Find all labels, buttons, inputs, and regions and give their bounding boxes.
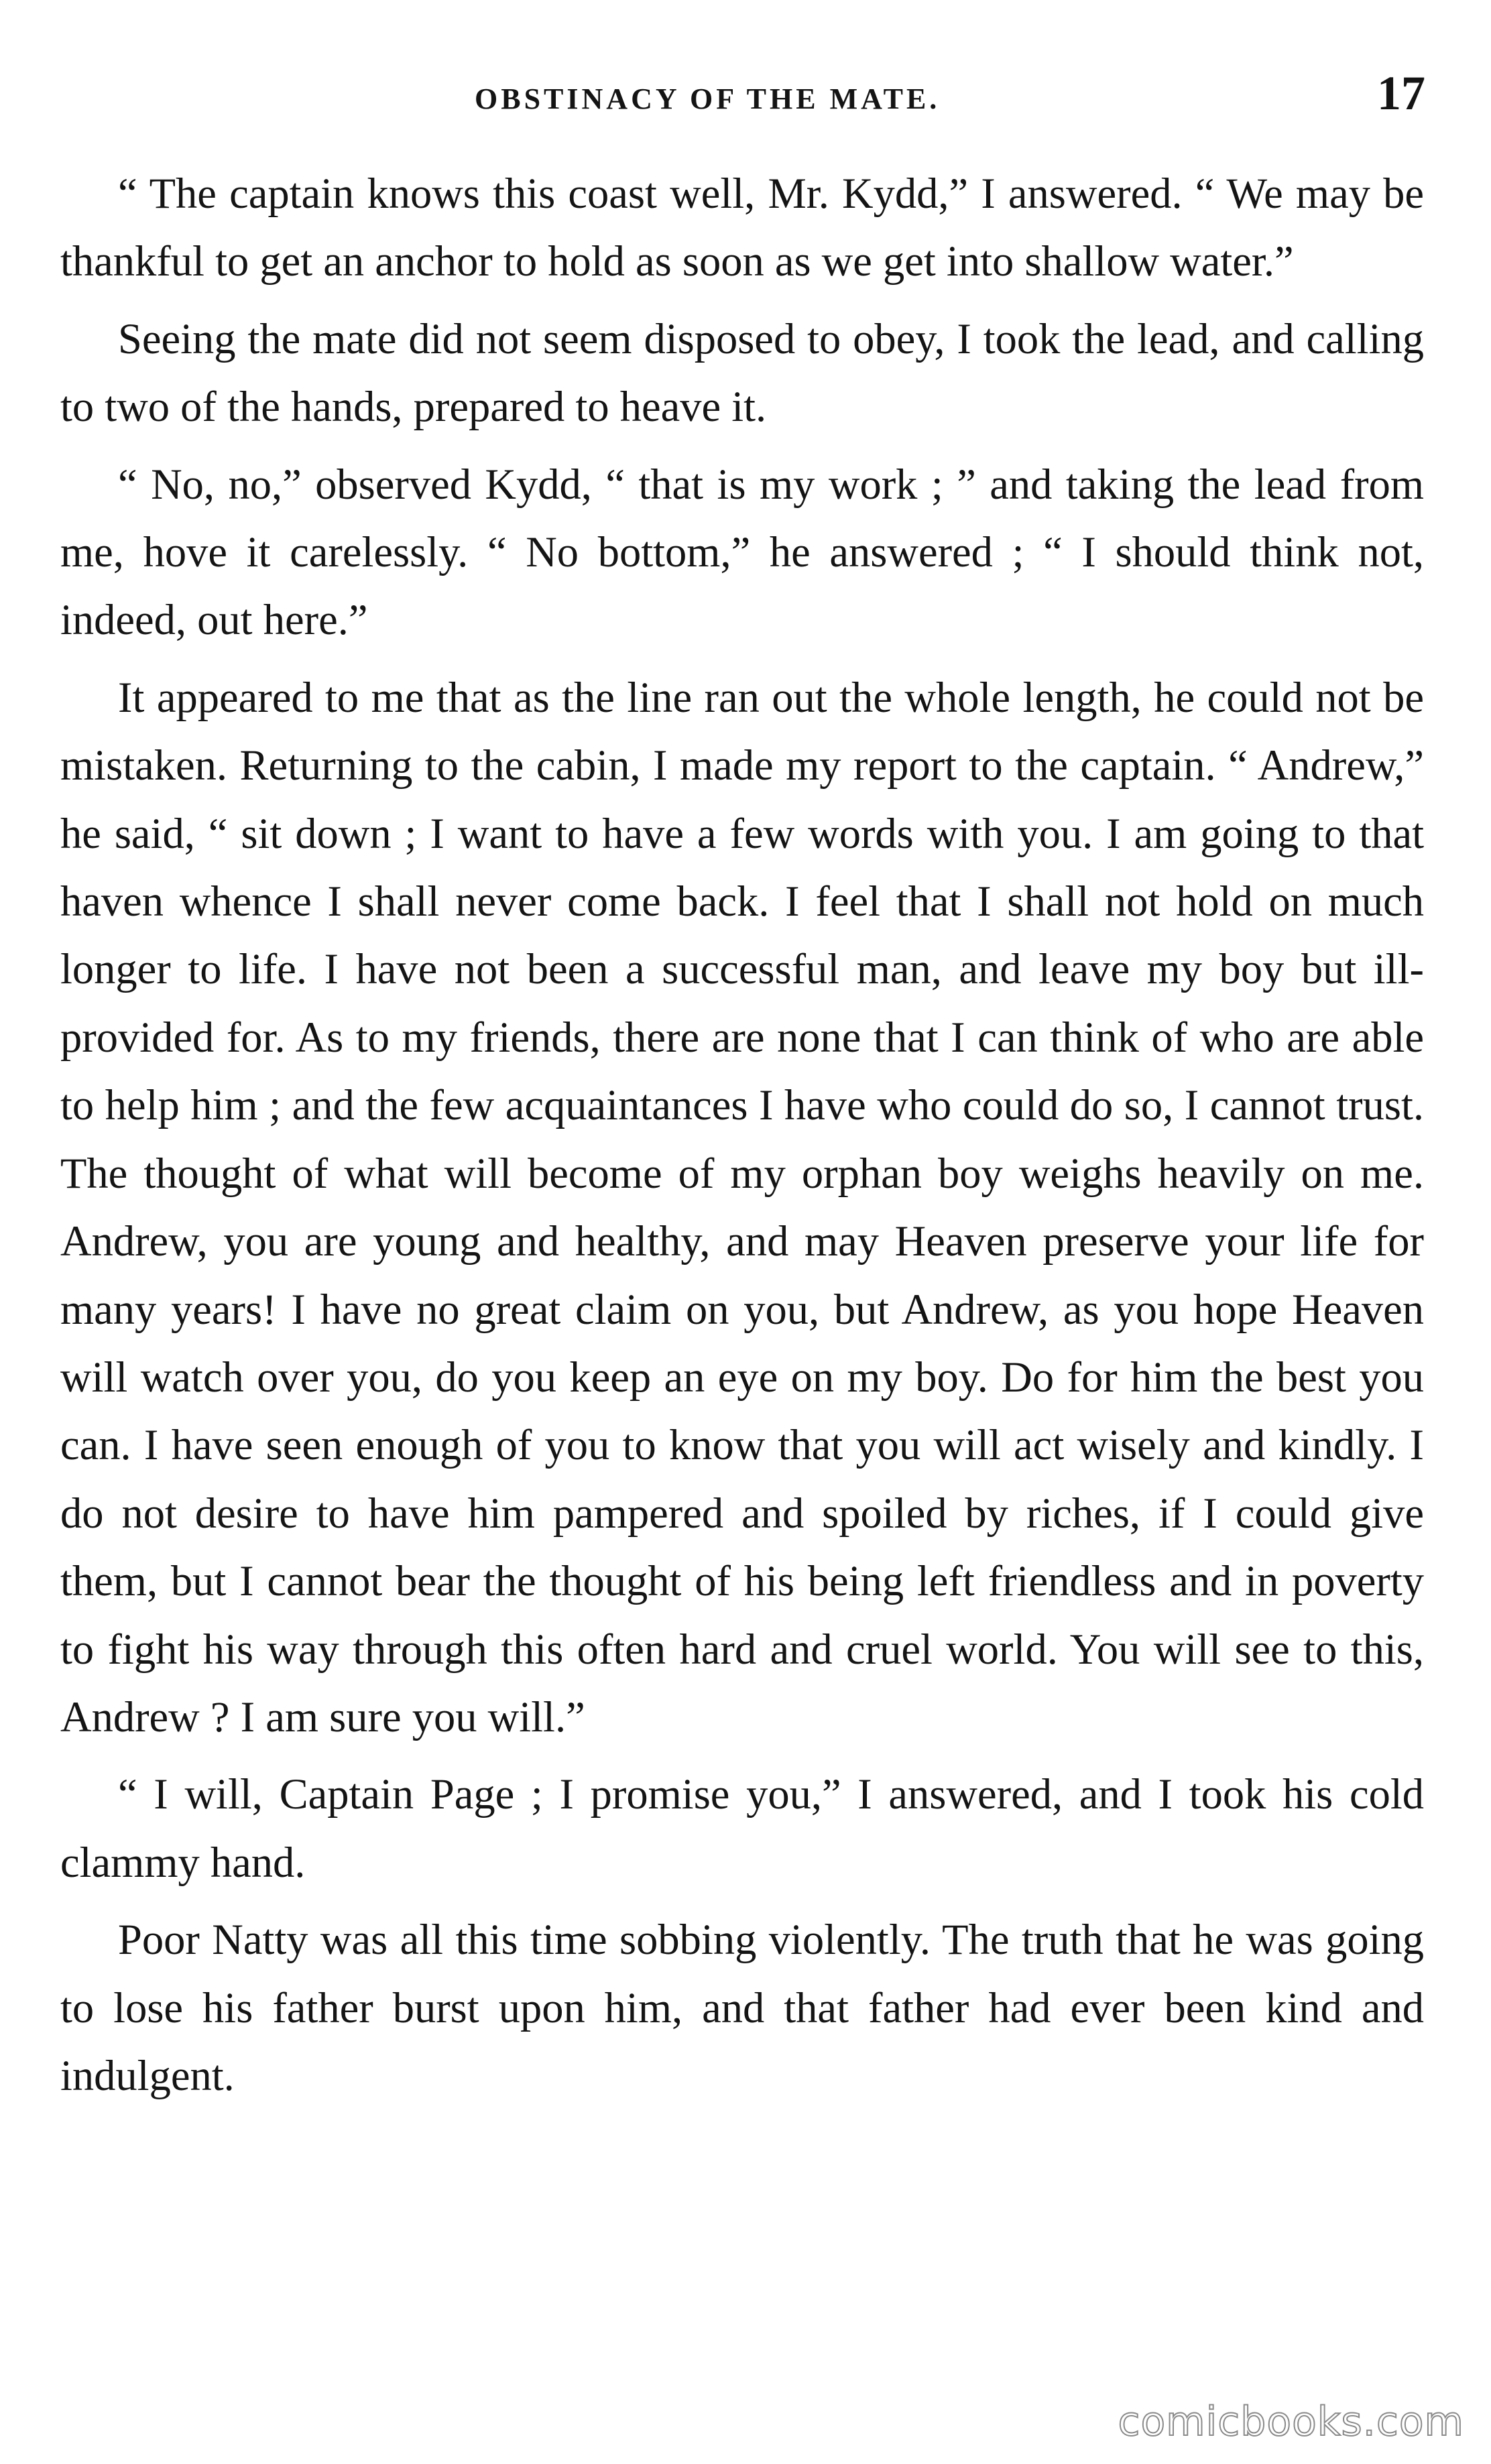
paragraph: It appeared to me that as the line ran out the whole length, he could not be mistaken. Returning to the cabin, I made my report to the captain. “ Andrew,” he said, “ sit down ; I want to have a few words with you. I am going to that haven whence I shall never come back. I feel that I shall not hold on much longer to life. I have not been a successful man, and leave my boy but ill-provided for. As to my friends, there are none that I can think of who are able to help him ; and the few acquaintances I have who could do so, I cannot trust. The thought of what will become of my orphan boy weighs heavily on me. Andrew, you are young and healthy, and may Heaven preserve your life for many years! I have no great claim on you, but Andrew, as you hope Heaven will watch over you, do you keep an eye on my boy. Do for him the best you can. I have seen enough of you to know that you will act wisely and kindly. I do not desire to have him pampered and spoiled by riches, if I could give them, but I cannot bear the thought of his being left friendless and in poverty to fight his way through this often hard and cruel world. You will see to this, Andrew ? I am sure you will.”: [60, 673, 1424, 1741]
page-header: [64, 66, 1425, 133]
page-number: 17: [1377, 66, 1425, 120]
body-text: [60, 160, 1424, 2119]
paragraph: “ The captain knows this coast well, Mr. Kydd,” I answered. “ We may be thankful to get an anchor to hold as soon as we get into shallow water.”: [60, 170, 1424, 286]
paragraph: Poor Natty was all this time sobbing violently. The truth that he was going to lose his father burst upon him, and that father had ever been kind and indulgent.: [60, 1916, 1424, 2099]
paragraph: “ No, no,” observed Kydd, “ that is my work ; ” and taking the lead from me, hove it carelessly. “ No bottom,” he answered ; “ I should think not, indeed, out here.”: [60, 460, 1424, 644]
paragraph: “ I will, Captain Page ; I promise you,” I answered, and I took his cold clammy hand.: [60, 1770, 1424, 1886]
paragraph: Seeing the mate did not seem disposed to obey, I took the lead, and calling to two of the hands, prepared to heave it.: [60, 314, 1424, 431]
running-title: OBSTINACY OF THE MATE.: [475, 82, 941, 115]
watermark: comicbooks.com: [1118, 2398, 1464, 2445]
